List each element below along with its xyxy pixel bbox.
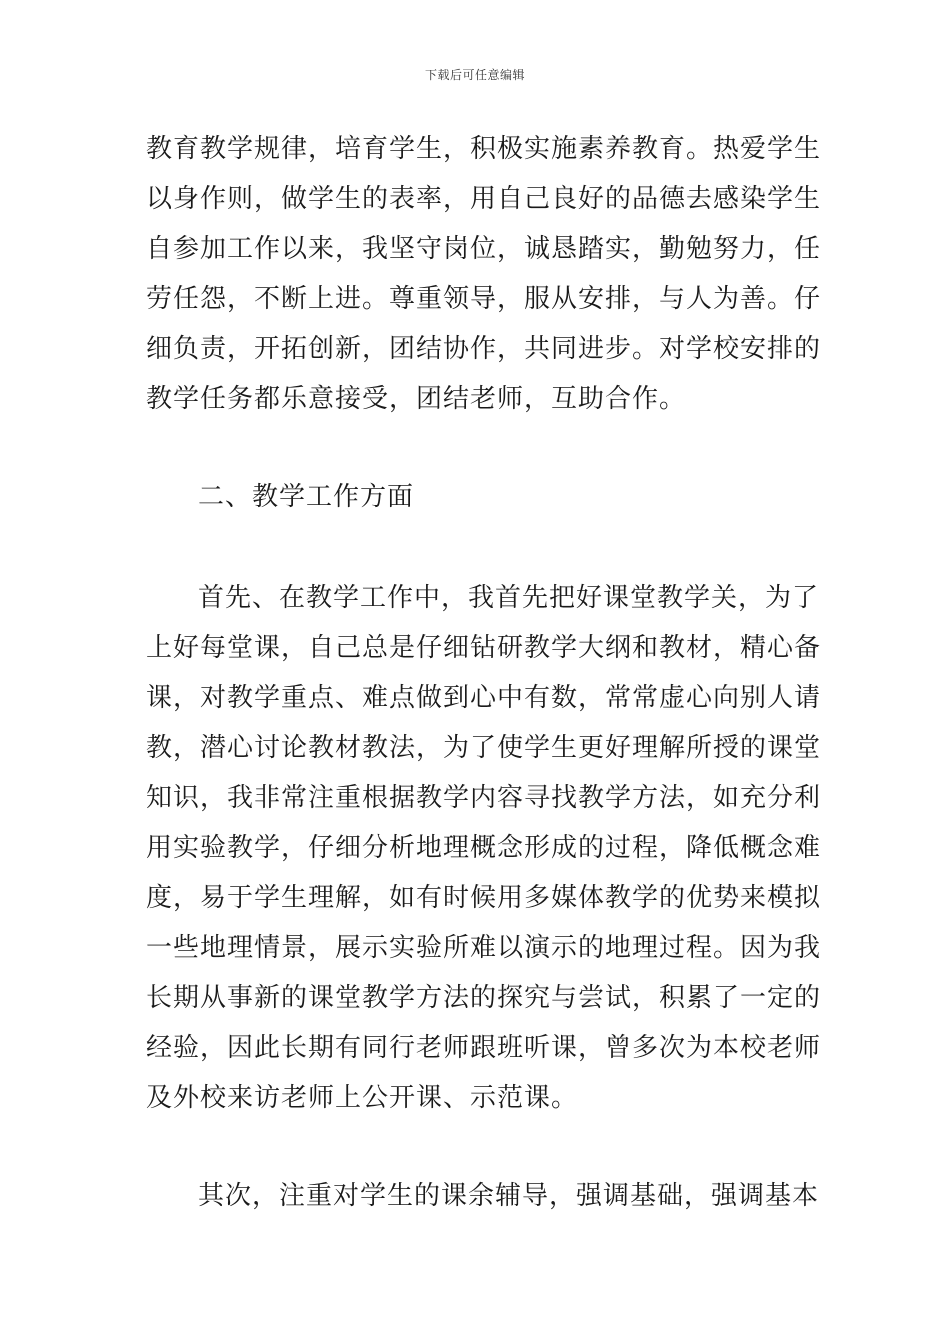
text-line: 首先、在教学工作中，我首先把好课堂教学关，为了 [198,583,820,613]
text-line: 细负责，开拓创新，团结协作，共同进步。对学校安排的 [146,334,822,364]
text-line: 教育教学规律，培育学生，积极实施素养教育。热爱学生 [146,134,822,164]
text-line: 及外校来访老师上公开课、示范课。 [146,1083,579,1113]
text-line: 长期从事新的课堂教学方法的探究与尝试，积累了一定的 [146,983,822,1013]
text-line: 经验，因此长期有同行老师跟班听课，曾多次为本校老师 [146,1033,822,1063]
page-header: 下载后可任意编辑 [424,68,525,82]
text-line: 上好每堂课，自己总是仔细钻研教学大纲和教材，精心备 [146,633,822,663]
text-line: 用实验教学，仔细分析地理概念形成的过程，降低概念难 [146,833,822,863]
text-line: 自参加工作以来，我坚守岗位，诚恳踏实，勤勉努力，任 [146,234,822,264]
text-line: 劳任怨，不断上进。尊重领导，服从安排，与人为善。仔 [146,284,822,314]
text-line: 教，潜心讨论教材教法，为了使学生更好理解所授的课堂 [146,733,822,763]
text-line: 以身作则，做学生的表率，用自己良好的品德去感染学生 [146,184,822,214]
text-line: 课，对教学重点、难点做到心中有数，常常虚心向别人请 [146,683,822,713]
text-line: 度，易于学生理解，如有时候用多媒体教学的优势来模拟 [146,883,822,913]
text-line: 一些地理情景，展示实验所难以演示的地理过程。因为我 [146,933,822,963]
text-line: 知识，我非常注重根据教学内容寻找教学方法，如充分利 [146,783,822,813]
text-line: 教学任务都乐意接受，团结老师，互助合作。 [146,384,687,414]
text-line: 其次，注重对学生的课余辅导，强调基础，强调基本 [198,1181,820,1211]
section-heading: 二、教学工作方面 [198,482,415,512]
